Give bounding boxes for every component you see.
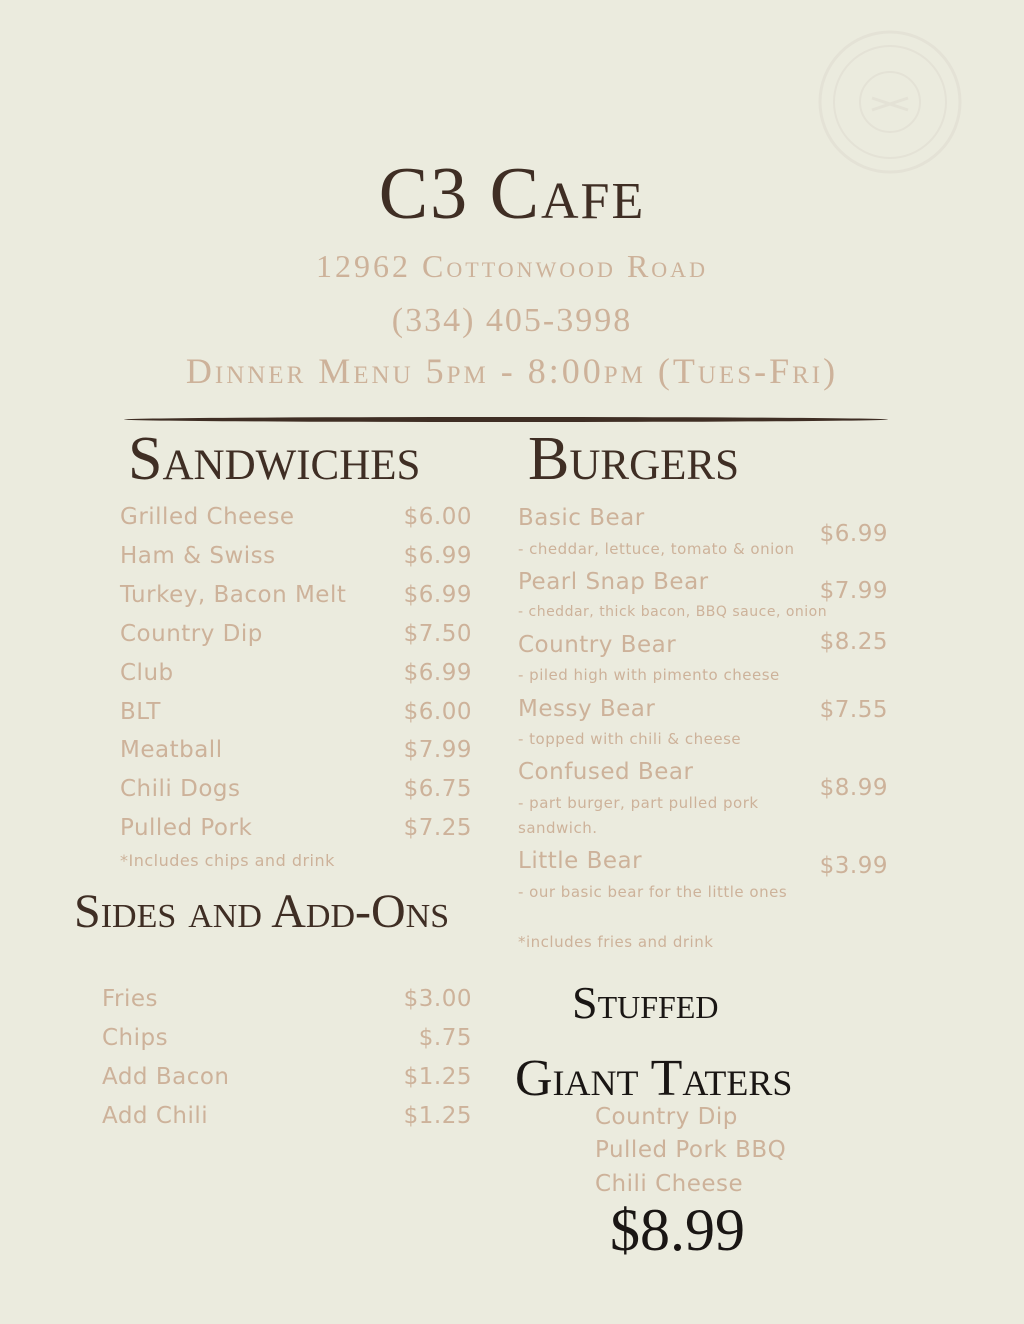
sandwich-item-name: Meatball <box>120 737 223 763</box>
sandwich-item-name: Turkey, Bacon Melt <box>120 582 347 608</box>
burgers-note: *includes fries and drink <box>518 933 714 951</box>
cafe-address: 12962 Cottonwood Road <box>316 248 708 284</box>
sandwich-item-price: $6.99 <box>403 582 472 608</box>
tater-item-name: Country Dip <box>595 1104 738 1130</box>
burger-item-name: Country Bear <box>518 632 677 658</box>
sandwich-item-price: $6.99 <box>403 660 472 686</box>
burger-item-name: Messy Bear <box>518 696 656 722</box>
sandwich-item-name: Club <box>120 660 174 686</box>
burger-item-desc: - cheddar, thick bacon, BBQ sauce, onion <box>518 604 828 620</box>
sides-heading: Sides and Add-Ons <box>74 885 450 938</box>
burger-item-price: $6.99 <box>819 521 888 547</box>
side-item-price: $1.25 <box>403 1064 472 1090</box>
side-item-name: Chips <box>102 1025 169 1051</box>
sandwich-item-price: $6.00 <box>403 504 472 530</box>
side-item-price: $1.25 <box>403 1103 472 1129</box>
cafe-phone: (334) 405-3998 <box>391 302 633 339</box>
burger-item-name: Pearl Snap Bear <box>518 569 709 595</box>
burger-item-price: $8.25 <box>819 629 888 655</box>
burger-item-name: Basic Bear <box>518 505 645 531</box>
burger-item-name: Confused Bear <box>518 759 694 785</box>
sandwich-item-name: Chili Dogs <box>120 776 241 802</box>
header-divider <box>124 417 888 422</box>
side-item-name: Add Chili <box>102 1103 209 1129</box>
side-item-price: $.75 <box>418 1025 472 1051</box>
burger-item-desc: - our basic bear for the little ones <box>518 883 788 901</box>
burger-item-desc: - piled high with pimento cheese <box>518 666 780 684</box>
menu-hours: Dinner Menu 5pm - 8:00pm (Tues-Fri) <box>185 351 839 391</box>
taters-heading-line1: Stuffed <box>572 977 719 1028</box>
sandwiches-heading: Sandwiches <box>128 425 421 493</box>
sandwich-item-price: $7.99 <box>403 737 472 763</box>
burger-item-desc: sandwich. <box>518 819 598 837</box>
sandwich-item-name: Pulled Pork <box>120 815 253 841</box>
burger-item-price: $7.99 <box>819 578 888 604</box>
sandwich-item-price: $7.25 <box>403 815 472 841</box>
burger-item-desc: - cheddar, lettuce, tomato & onion <box>518 540 795 558</box>
sandwiches-note: *Includes chips and drink <box>120 851 335 870</box>
sandwich-item-price: $7.50 <box>403 621 472 647</box>
sandwich-item-name: Country Dip <box>120 621 263 647</box>
side-item-name: Add Bacon <box>102 1064 230 1090</box>
sandwich-item-name: Grilled Cheese <box>120 504 295 530</box>
sandwich-item-price: $6.99 <box>403 543 472 569</box>
burgers-heading: Burgers <box>528 425 740 493</box>
burger-item-price: $3.99 <box>819 853 888 879</box>
burger-item-price: $7.55 <box>819 697 888 723</box>
tater-item-name: Chili Cheese <box>595 1171 744 1197</box>
taters-heading-line2: Giant Taters <box>515 1050 793 1107</box>
side-item-name: Fries <box>102 986 159 1012</box>
burger-item-desc: - part burger, part pulled pork <box>518 794 759 812</box>
burger-item-name: Little Bear <box>518 848 643 874</box>
sandwich-item-price: $6.75 <box>403 776 472 802</box>
sandwich-item-name: Ham & Swiss <box>120 543 276 569</box>
side-item-price: $3.00 <box>403 986 472 1012</box>
sandwich-item-name: BLT <box>120 699 161 725</box>
burger-item-desc: - topped with chili & cheese <box>518 730 742 748</box>
burger-item-price: $8.99 <box>819 775 888 801</box>
taters-price: $8.99 <box>610 1197 745 1263</box>
tater-item-name: Pulled Pork BBQ <box>595 1137 787 1163</box>
cafe-title: C3 Cafe <box>378 153 646 235</box>
sandwich-item-price: $6.00 <box>403 699 472 725</box>
